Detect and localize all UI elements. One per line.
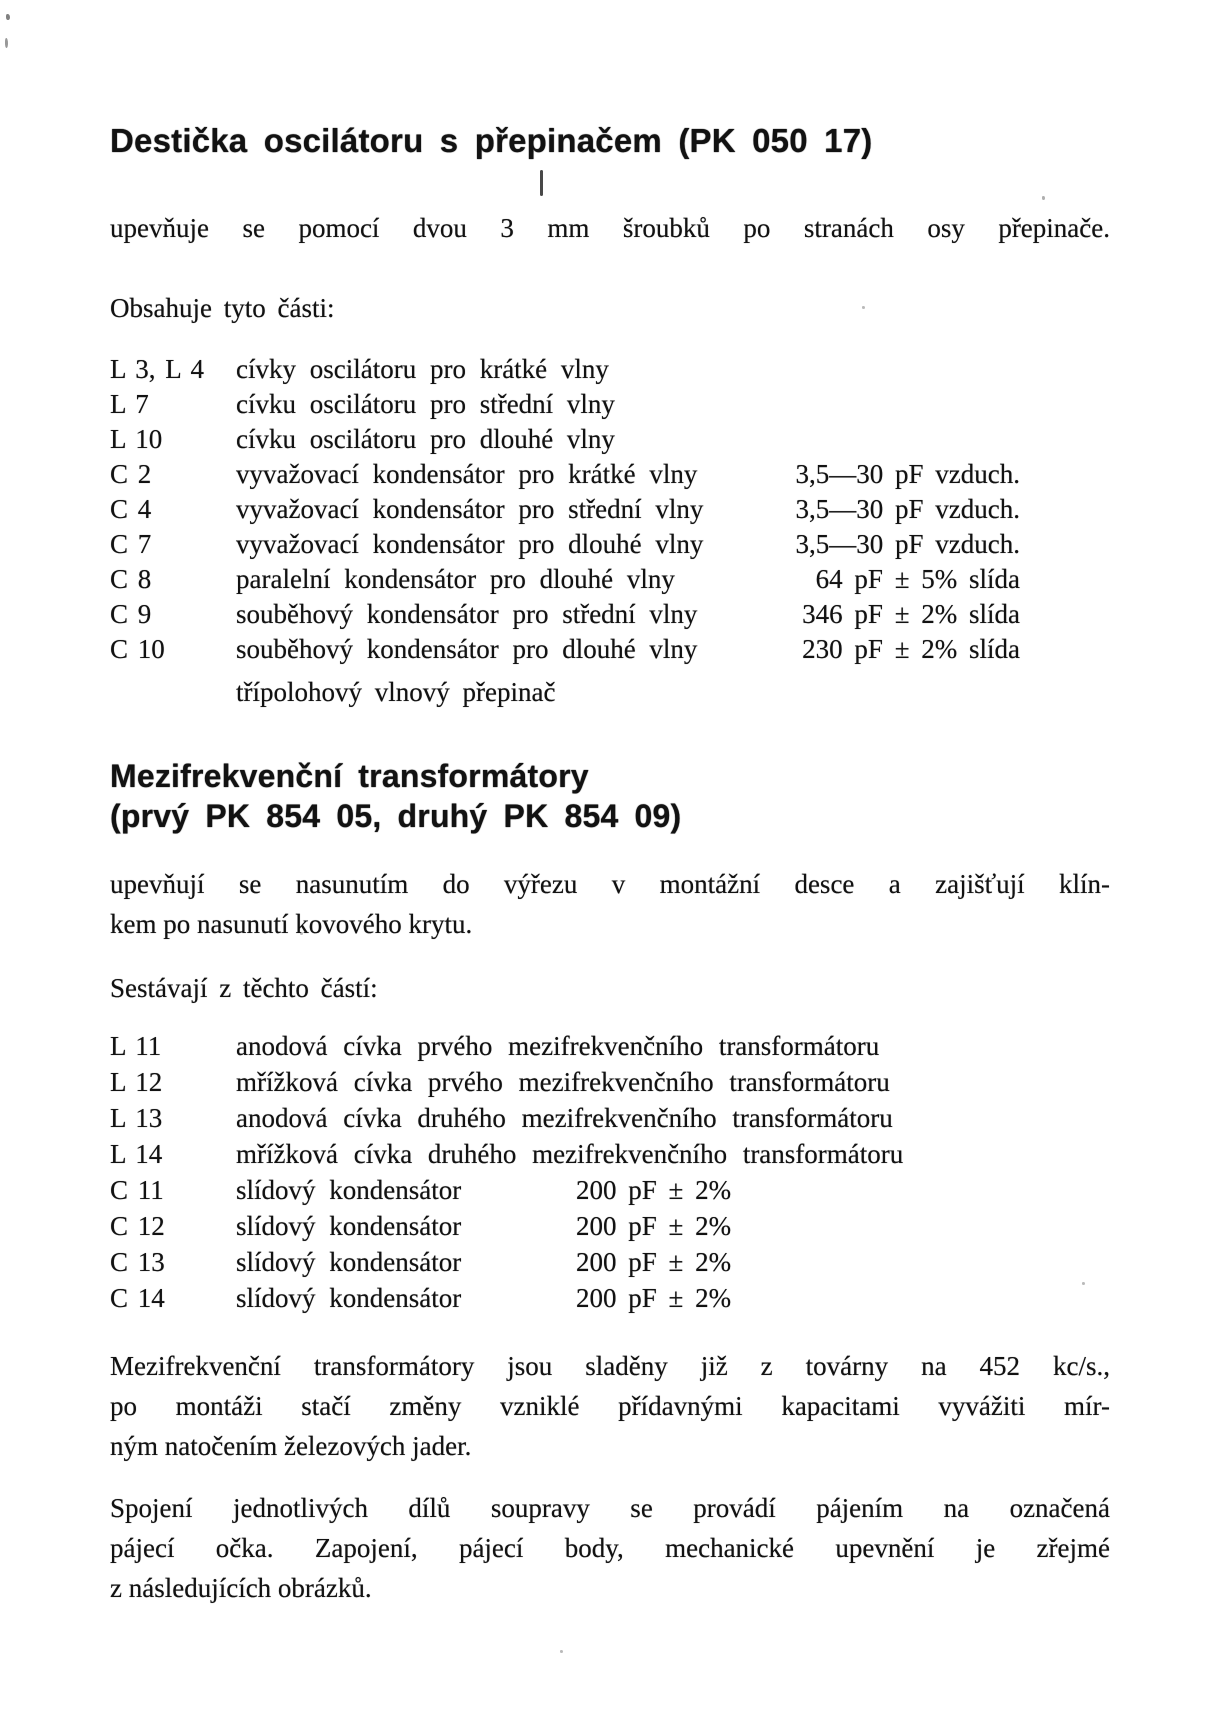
part-ref: L 3, L 4 — [110, 354, 204, 384]
part-row — [110, 492, 1020, 527]
part-row — [110, 422, 1020, 457]
paragraph-line: po montáži stačí změny vzniklé přídavnými kapacitami vyvážiti mír- — [110, 1391, 1110, 1421]
part-ref: L 7 — [110, 389, 149, 419]
part-row — [110, 562, 1020, 597]
part-row — [110, 1208, 1110, 1244]
section-if-title — [110, 756, 1110, 836]
part-ref: L 11 — [110, 1031, 162, 1061]
part-desc: slídový kondensátor — [236, 1283, 462, 1313]
scan-speck — [6, 14, 10, 20]
section-if-intro — [110, 864, 1110, 944]
part-desc: souběhový kondensátor pro dlouhé vlny — [236, 634, 698, 664]
paragraph-line: upevňují se nasunutím do výřezu v montážní desce a zajišťují klín- — [110, 869, 1110, 899]
section-if-title-line2: (prvý PK 854 05, druhý PK 854 09) — [110, 798, 682, 834]
part-ref: C 9 — [110, 599, 152, 629]
paragraph-line: z následujících obrázků. — [110, 1573, 372, 1603]
scan-speck — [300, 932, 303, 935]
part-value — [780, 422, 1020, 457]
part-ref: C 12 — [110, 1211, 165, 1241]
part-desc: cívku oscilátoru pro dlouhé vlny — [236, 424, 615, 454]
section-if-parts-label: Sestávají z těchto částí: — [110, 973, 378, 1003]
part-row — [110, 597, 1020, 632]
part-ref: C 8 — [110, 564, 152, 594]
part-ref: C 10 — [110, 634, 165, 664]
section-oscillator-intro: upevňuje se pomocí dvou 3 mm šroubků po stranách osy přepinače. — [110, 213, 1110, 243]
part-ref: L 12 — [110, 1067, 163, 1097]
part-desc: souběhový kondensátor pro střední vlny — [236, 599, 698, 629]
part-value: 64 pF ± 5% slída — [815, 564, 1020, 594]
part-ref: L 13 — [110, 1103, 163, 1133]
part-value — [780, 352, 1020, 387]
part-value: 3,5—30 pF vzduch. — [795, 459, 1020, 489]
part-desc: vyvažovací kondensátor pro krátké vlny — [236, 459, 698, 489]
part-row — [110, 1136, 1110, 1172]
scan-speck — [5, 38, 8, 48]
part-row — [110, 1100, 1110, 1136]
part-value: 3,5—30 pF vzduch. — [795, 494, 1020, 524]
part-desc: mřížková cívka prvého mezifrekvenčního transformátoru — [236, 1067, 890, 1097]
part-desc: vyvažovací kondensátor pro střední vlny — [236, 494, 704, 524]
scan-speck — [862, 306, 865, 309]
part-row — [110, 457, 1020, 492]
part-row — [110, 387, 1020, 422]
part-value: 230 pF ± 2% slída — [802, 634, 1020, 664]
part-ref: L 10 — [110, 424, 163, 454]
paragraph-line: Spojení jednotlivých dílů soupravy se provádí pájením na označená — [110, 1493, 1110, 1523]
assembly-paragraph — [110, 1488, 1110, 1608]
part-desc: cívku oscilátoru pro střední vlny — [236, 389, 615, 419]
part-ref: C 11 — [110, 1175, 164, 1205]
part-desc: anodová cívka druhého mezifrekvenčního transformátoru — [236, 1103, 893, 1133]
part-desc: paralelní kondensátor pro dlouhé vlny — [236, 564, 675, 594]
scan-speck — [540, 170, 543, 196]
part-ref: C 14 — [110, 1283, 165, 1313]
part-row — [110, 527, 1020, 562]
paragraph-line: pájecí očka. Zapojení, pájecí body, mechanické upevnění je zřejmé — [110, 1533, 1110, 1563]
part-desc: mřížková cívka druhého mezifrekvenčního transformátoru — [236, 1139, 904, 1169]
oscillator-parts-table — [110, 352, 1020, 667]
part-ref: C 7 — [110, 529, 152, 559]
part-desc: slídový kondensátor — [236, 1247, 462, 1277]
if-parts-table — [110, 1028, 1110, 1316]
part-ref: C 4 — [110, 494, 152, 524]
part-row — [110, 1172, 1110, 1208]
paragraph-line: kem po nasunutí kovového krytu. — [110, 909, 473, 939]
part-ref: C 2 — [110, 459, 152, 489]
scan-speck — [560, 1650, 563, 1653]
section-if-title-line1: Mezifrekvenční transformátory — [110, 758, 589, 794]
part-row — [110, 352, 1020, 387]
part-row — [110, 1064, 1110, 1100]
part-desc: anodová cívka prvého mezifrekvenčního transformátoru — [236, 1031, 880, 1061]
part-ref: L 14 — [110, 1139, 163, 1169]
wave-switch-note: třípolohový vlnový přepinač — [236, 677, 556, 707]
part-desc: cívky oscilátoru pro krátké vlny — [236, 354, 609, 384]
part-desc: vyvažovací kondensátor pro dlouhé vlny — [236, 529, 704, 559]
part-row — [110, 1244, 1110, 1280]
part-value — [780, 387, 1020, 422]
part-ref: C 13 — [110, 1247, 165, 1277]
tuning-paragraph — [110, 1346, 1110, 1466]
part-row — [110, 632, 1020, 667]
scan-speck — [1082, 1282, 1085, 1285]
part-desc: slídový kondensátor — [236, 1211, 462, 1241]
part-value: 3,5—30 pF vzduch. — [795, 529, 1020, 559]
part-row — [110, 1280, 1110, 1316]
part-value: 200 pF ± 2% — [576, 1247, 732, 1277]
section-oscillator-parts-label: Obsahuje tyto části: — [110, 293, 335, 323]
section-oscillator-title: Destička oscilátoru s přepinačem (PK 050 17) — [110, 122, 873, 159]
part-value: 200 pF ± 2% — [576, 1175, 732, 1205]
paragraph-line: Mezifrekvenční transformátory jsou sladěny již z továrny na 452 kc/s., — [110, 1351, 1110, 1381]
part-row — [110, 1028, 1110, 1064]
part-value: 200 pF ± 2% — [576, 1211, 732, 1241]
part-value: 346 pF ± 2% slída — [802, 599, 1020, 629]
part-value: 200 pF ± 2% — [576, 1283, 732, 1313]
paragraph-line: ným natočením železových jader. — [110, 1431, 472, 1461]
part-desc: slídový kondensátor — [236, 1175, 462, 1205]
scan-speck — [1042, 196, 1045, 200]
